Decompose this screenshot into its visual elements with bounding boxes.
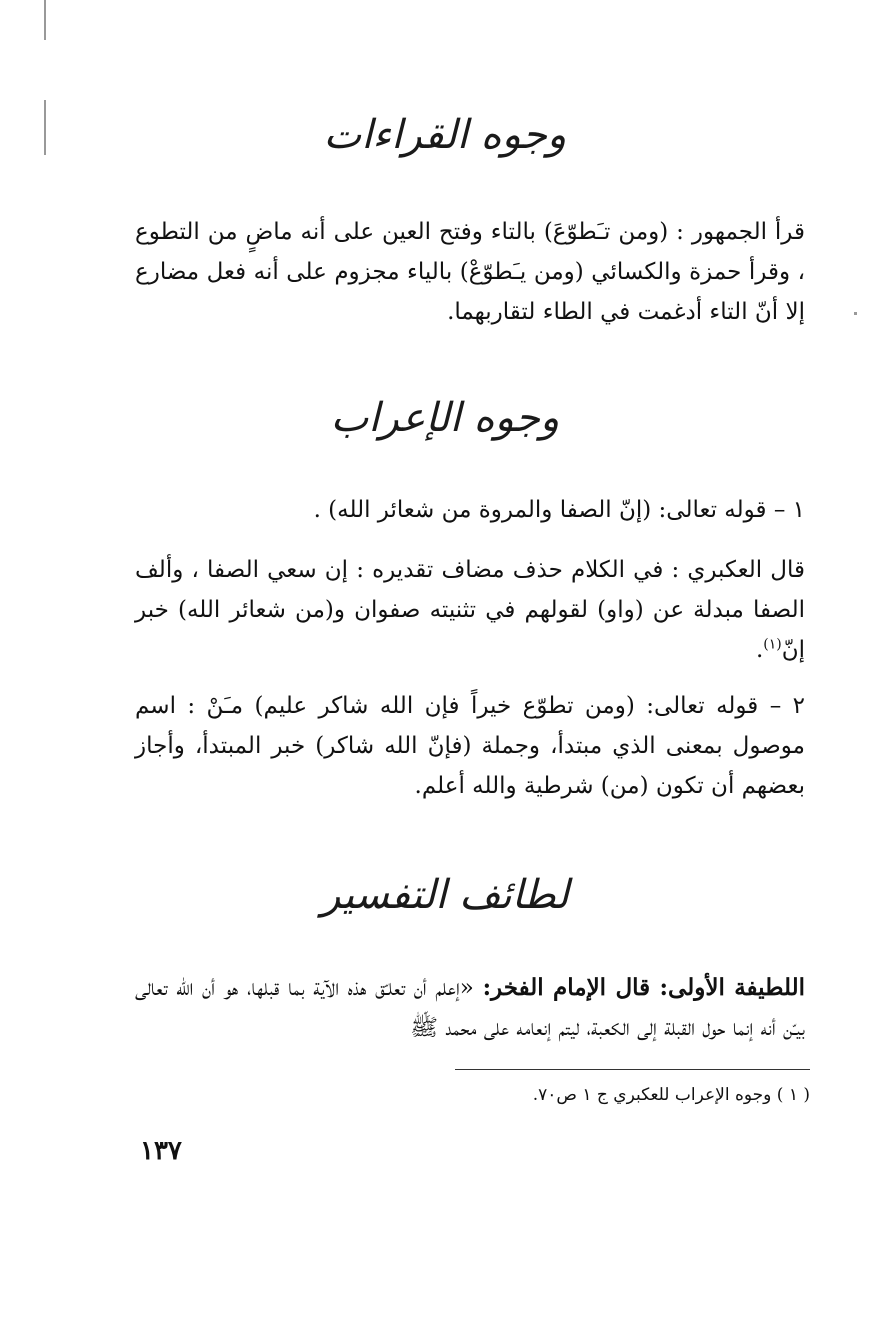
scan-mark: [44, 100, 46, 155]
page-number: ١٣٧: [140, 1136, 182, 1166]
paragraph-grammar-2: ٢ – قوله تعالى: (ومن تطوّع خيراً فإن الله شاكر عليم) مـَنْ : اسم موصول بمعنى الذي مبتدأ، وجملة (فإنّ الله شاكر) خبر المبتدأ، وأجاز بعضهم أن تكون (من) شرطية والله أعلم.: [135, 693, 805, 799]
subtlety-text: «إعلم أن تعلـّق هذه الآية بما قبلها، هو أن الله تعالى بيـّن أنه إنما حول القبلة إلى الكعبة، ليتم إنعامه على محمد ﷺ: [135, 975, 805, 1041]
paragraph-subtlety-1: [135, 968, 805, 1048]
scan-mark: [44, 0, 46, 40]
paragraph-grammar-1: ١ – قوله تعالى: (إنّ الصفا والمروة من شعائر الله) .: [313, 497, 805, 523]
paragraph-grammar-1-commentary: [135, 550, 805, 670]
footnote-reference: (١): [763, 636, 782, 653]
commentary-end: .: [755, 637, 764, 663]
scan-mark: [854, 312, 857, 315]
heading-grammar: وجوه الإعراب: [330, 395, 560, 441]
footnote: ( ١ ) وجوه الإعراب للعكبري ج ١ ص٧٠.: [532, 1085, 810, 1105]
heading-subtleties: لطائف التفسير: [321, 872, 569, 918]
commentary-text: قال العكبري : في الكلام حذف مضاف تقديره : إن سعي الصفا ، وألف الصفا مبدلة عن (واو) لقولهم في تثنيته صفوان و(من شعائر الله) خبر إنّ: [135, 557, 805, 663]
footnote-divider: [455, 1069, 810, 1070]
heading-readings: وجوه القراءات: [323, 112, 567, 158]
subtlety-label: اللطيفة الأولى: قال الإمام الفخر:: [482, 974, 805, 1001]
paragraph-readings: قرأ الجمهور : (ومن تـَطوّعَ) بالتاء وفتح العين على أنه ماضٍ من التطوع ، وقرأ حمزة والكسائي (ومن يـَطوّعْ) بالياء مجزوم على أنه فعل مضارع إلا أنّ التاء أدغمت في الطاء لتقاربهما.: [135, 219, 805, 325]
